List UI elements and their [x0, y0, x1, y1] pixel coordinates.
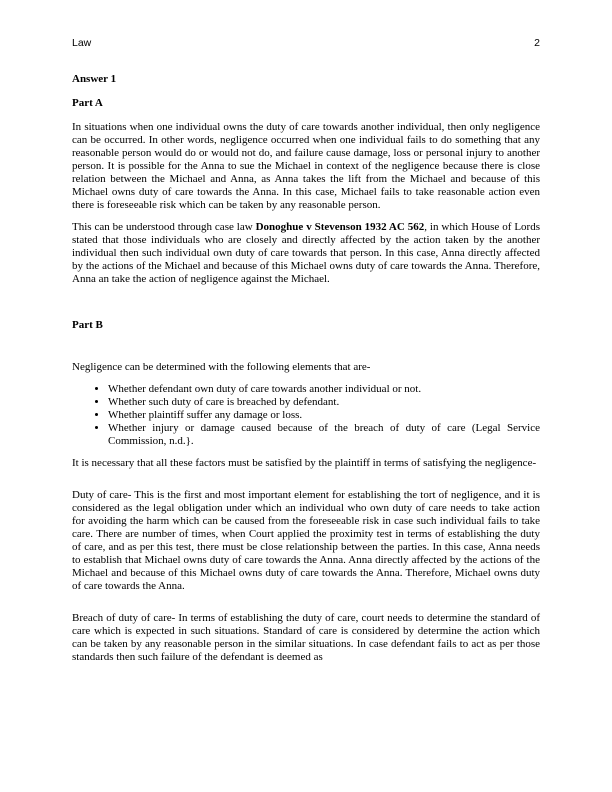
- list-item: • Whether defendant own duty of care towards another individual or not.: [108, 383, 540, 396]
- factors-paragraph: It is necessary that all these factors must be satisfied by the plaintiff in terms of satisfying the negligence-: [72, 457, 537, 469]
- breach-paragraph: Breach of duty of care- In terms of establishing the duty of care, court needs to determine the standard of care which is expected in such situations. Standard of care is considered by determine the action which can be taken by any reasonable person in the similar situations. In case defendant fails to act as per those standards then such failure of the defendant is deemed as: [72, 612, 540, 663]
- elements-list: [72, 383, 540, 448]
- page-number: 2: [534, 37, 540, 49]
- part-a-paragraph-1: In situations when one individual owns the duty of care towards another individual, then only negligence can be occurred. In other words, negligence occurred when one individual fails to do something that any reasonable person would do or would not do, and failure cause damage, loss or personal injury to another person. It is possible for the Anna to sue the Michael in context of the negligence because there is close relation between the Michael and Anna, as Anna takes the lift from the Michael and because of this Michael owns duty of care towards the Anna. In this case, Michael fails to take reasonable action even there is foreseeable risk which can be taken by any reasonable person.: [72, 121, 540, 211]
- page-header: [72, 37, 540, 49]
- header-title: Law: [72, 37, 92, 49]
- list-item: • Whether plaintiff suffer any damage or loss.: [108, 409, 540, 422]
- case-citation: Donoghue v Stevenson 1932 AC 562: [255, 221, 425, 233]
- document-body: [72, 73, 540, 673]
- list-item: • Whether injury or damage caused because of the breach of duty of care (Legal Service Commission, n.d.}.: [108, 422, 540, 448]
- duty-of-care-paragraph: Duty of care- This is the first and most important element for establishing the tort of negligence, and it is considered as the legal obligation under which an individual who own duty of care needs to take action for avoiding the harm which can be caused from the foreseeable risk in case such individual fails to take care. There are number of times, when Court applied the proximity test in terms of establishing the duty of care, and as per this test, there must be close relationship between the parties. In this case, Anna needs to establish that Michael owns duty of care towards the Anna. Anna directly affected by the actions of the Michael and because of this Michael owns duty of care towards the Anna. Therefore, Michael owns duty of care towards the Anna.: [72, 489, 540, 592]
- part-b-heading: Part B: [72, 319, 103, 331]
- list-item: • Whether such duty of care is breached by defendant.: [108, 396, 540, 409]
- part-b-intro: Negligence can be determined with the following elements that are-: [72, 361, 371, 373]
- case-body-text: , in which House of Lords stated that those individuals who are closely and directly affected by the action taken by the another individual then such individual own duty of care towards that person. In this case, Anna directly affected by the actions of the Michael and because of this Michael owns duty of care towards the Anna. Therefore, Anna an take the action of negligence against the Michael.: [72, 221, 540, 285]
- part-a-heading: Part A: [72, 97, 103, 109]
- case-intro-text: This can be understood through case law: [72, 221, 256, 233]
- answer-heading: Answer 1: [72, 73, 117, 85]
- part-a-paragraph-2: [72, 221, 540, 286]
